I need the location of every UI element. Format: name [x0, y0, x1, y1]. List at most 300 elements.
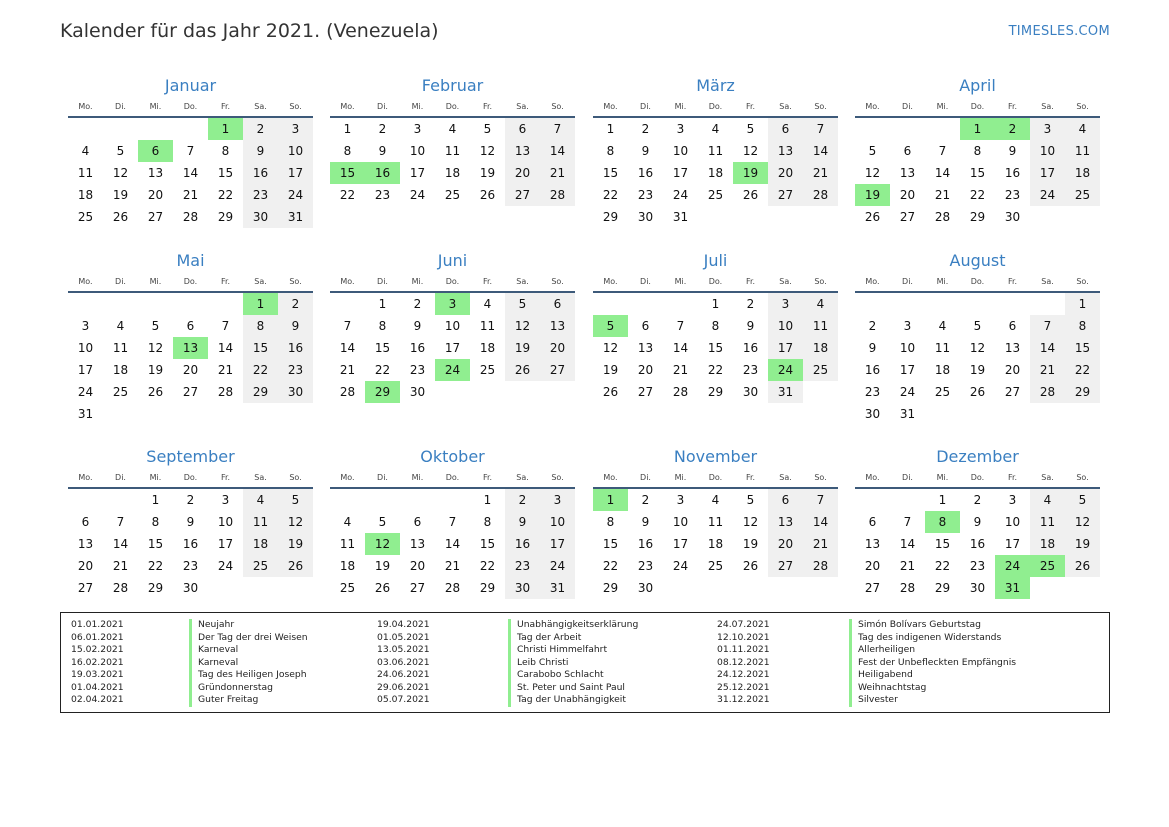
month-12 — [855, 445, 1100, 599]
weekday-label: So. — [289, 277, 302, 286]
day-cell: 11 — [934, 341, 951, 355]
holiday-name: Silvester — [849, 694, 898, 707]
day-cell: 27 — [1004, 385, 1021, 399]
empty-cell — [330, 489, 365, 511]
day-cell: 15 — [479, 537, 496, 551]
day-cell: 1 — [606, 122, 615, 136]
holiday-date: 25.12.2021 — [717, 681, 770, 693]
weekday-label: Di. — [115, 102, 126, 111]
day-cell: 29 — [243, 381, 278, 403]
day-cell: 15 — [969, 166, 986, 180]
day-cell: 21 — [899, 559, 916, 573]
empty-cell — [925, 118, 960, 140]
weekday-label: Di. — [377, 277, 388, 286]
month-name: Dezember — [936, 447, 1019, 466]
holiday-name: Tag des indigenen Widerstands — [849, 632, 1001, 645]
day-cell: 15 — [934, 537, 951, 551]
day-cell: 5 — [151, 319, 160, 333]
holiday-day-cell: 13 — [173, 337, 208, 359]
day-cell: 24 — [899, 385, 916, 399]
weekday-label: Fr. — [1007, 102, 1018, 111]
day-cell: 28 — [339, 385, 356, 399]
day-cell: 23 — [182, 559, 199, 573]
day-cell: 6 — [868, 515, 877, 529]
day-cell: 30 — [243, 206, 278, 228]
day-cell: 15 — [217, 166, 234, 180]
holiday-name: Carabobo Schlacht — [508, 669, 604, 682]
weekday-label: Mi. — [674, 102, 687, 111]
day-cell: 19 — [602, 363, 619, 377]
holiday-date: 19.03.2021 — [71, 669, 124, 680]
day-cell: 22 — [374, 363, 391, 377]
holiday-day-cell: 3 — [435, 293, 470, 315]
day-cell: 19 — [969, 363, 986, 377]
weekday-header — [855, 100, 1100, 118]
month-6 — [330, 249, 575, 403]
day-cell: 9 — [746, 319, 755, 333]
day-grid — [855, 118, 1100, 228]
empty-cell — [960, 293, 995, 315]
weekday-header — [593, 100, 838, 118]
day-cell: 12 — [742, 515, 759, 529]
empty-cell — [68, 489, 103, 511]
day-cell: 25 — [1065, 184, 1100, 206]
day-cell: 8 — [606, 515, 615, 529]
weekday-label: So. — [289, 102, 302, 111]
day-cell: 27 — [182, 385, 199, 399]
weekday-label: Mo. — [865, 473, 880, 482]
day-cell: 26 — [864, 210, 881, 224]
day-cell: 6 — [81, 515, 90, 529]
day-cell: 7 — [343, 319, 352, 333]
day-cell: 27 — [409, 581, 426, 595]
day-cell: 11 — [339, 537, 356, 551]
day-cell: 22 — [217, 188, 234, 202]
holiday-day-cell: 6 — [138, 140, 173, 162]
weekday-label: So. — [1076, 277, 1089, 286]
empty-cell — [138, 293, 173, 315]
holiday-date: 05.07.2021 — [377, 694, 430, 705]
day-cell: 6 — [540, 293, 575, 315]
weekday-label: Mo. — [603, 277, 618, 286]
day-cell: 1 — [483, 493, 492, 507]
day-cell: 5 — [116, 144, 125, 158]
weekday-label: Mo. — [865, 102, 880, 111]
empty-cell — [925, 293, 960, 315]
weekday-label: Do. — [445, 473, 460, 482]
day-cell: 17 — [278, 162, 313, 184]
day-cell: 8 — [221, 144, 230, 158]
day-cell: 4 — [116, 319, 125, 333]
day-cell: 9 — [378, 144, 387, 158]
day-cell: 18 — [77, 188, 94, 202]
day-cell: 6 — [903, 144, 912, 158]
day-cell: 25 — [243, 555, 278, 577]
page-title: Kalender für das Jahr 2021. (Venezuela) — [60, 20, 439, 42]
day-cell: 22 — [707, 363, 724, 377]
weekday-label: Sa. — [254, 102, 267, 111]
empty-cell — [855, 293, 890, 315]
day-cell: 12 — [505, 315, 540, 337]
day-cell: 11 — [1030, 511, 1065, 533]
day-cell: 20 — [540, 337, 575, 359]
day-cell: 15 — [1065, 337, 1100, 359]
empty-cell — [995, 293, 1030, 315]
empty-cell — [890, 118, 925, 140]
day-cell: 19 — [278, 533, 313, 555]
weekday-label: So. — [1076, 473, 1089, 482]
day-cell: 17 — [77, 363, 94, 377]
day-cell: 14 — [540, 140, 575, 162]
day-cell: 13 — [637, 341, 654, 355]
weekday-label: Sa. — [254, 473, 267, 482]
day-cell: 16 — [969, 537, 986, 551]
day-cell: 4 — [1065, 118, 1100, 140]
day-cell: 17 — [409, 166, 426, 180]
day-cell: 27 — [540, 359, 575, 381]
day-cell: 23 — [409, 363, 426, 377]
holiday-name: Fest der Unbefleckten Empfängnis — [849, 657, 1016, 670]
weekday-label: So. — [814, 473, 827, 482]
empty-cell — [855, 489, 890, 511]
weekday-label: Mi. — [411, 102, 424, 111]
weekday-label: Di. — [640, 277, 651, 286]
weekday-header — [68, 471, 313, 489]
weekday-label: Mo. — [603, 102, 618, 111]
holiday-day-cell: 2 — [995, 118, 1030, 140]
holiday-name: Der Tag der drei Weisen — [189, 632, 308, 645]
day-cell: 17 — [217, 537, 234, 551]
day-cell: 28 — [899, 581, 916, 595]
day-cell: 9 — [973, 515, 982, 529]
day-cell: 25 — [707, 188, 724, 202]
day-cell: 19 — [1065, 533, 1100, 555]
day-cell: 9 — [413, 319, 422, 333]
weekday-label: So. — [551, 473, 564, 482]
day-cell: 1 — [151, 493, 160, 507]
day-cell: 21 — [444, 559, 461, 573]
empty-cell — [593, 293, 628, 315]
month-9 — [68, 445, 313, 599]
day-cell: 10 — [409, 144, 426, 158]
day-cell: 15 — [374, 341, 391, 355]
day-cell: 23 — [505, 555, 540, 577]
day-cell: 30 — [637, 581, 654, 595]
holiday-day-cell: 19 — [855, 184, 890, 206]
weekday-header — [330, 471, 575, 489]
day-cell: 17 — [444, 341, 461, 355]
day-grid — [593, 118, 838, 228]
weekday-label: Fr. — [482, 102, 493, 111]
day-cell: 2 — [378, 122, 387, 136]
day-cell: 10 — [278, 140, 313, 162]
holiday-date: 31.12.2021 — [717, 694, 770, 705]
day-cell: 30 — [278, 381, 313, 403]
day-cell: 12 — [1065, 511, 1100, 533]
day-grid — [68, 118, 313, 228]
weekday-label: Di. — [640, 473, 651, 482]
day-cell: 4 — [711, 493, 720, 507]
day-cell: 26 — [112, 210, 129, 224]
day-cell: 18 — [479, 341, 496, 355]
weekday-label: So. — [814, 102, 827, 111]
day-cell: 12 — [969, 341, 986, 355]
day-cell: 11 — [1065, 140, 1100, 162]
brand-link[interactable]: TIMESLES.COM — [1008, 24, 1110, 39]
holiday-date: 06.01.2021 — [71, 631, 124, 643]
day-cell: 8 — [1065, 315, 1100, 337]
day-cell: 2 — [641, 122, 650, 136]
holiday-name: Karneval — [189, 657, 238, 670]
day-cell: 3 — [1008, 493, 1017, 507]
day-cell: 19 — [479, 166, 496, 180]
month-2 — [330, 74, 575, 206]
day-cell: 14 — [934, 166, 951, 180]
holiday-date: 24.12.2021 — [717, 669, 770, 680]
day-cell: 18 — [339, 559, 356, 573]
weekday-label: Do. — [708, 277, 723, 286]
day-cell: 31 — [77, 407, 94, 421]
day-cell: 21 — [672, 363, 689, 377]
day-cell: 11 — [77, 166, 94, 180]
day-cell: 28 — [803, 555, 838, 577]
holiday-day-cell: 31 — [995, 577, 1030, 599]
holiday-name: St. Peter und Saint Paul — [508, 682, 625, 695]
day-cell: 2 — [973, 493, 982, 507]
day-cell: 15 — [243, 337, 278, 359]
empty-cell — [663, 293, 698, 315]
day-cell: 29 — [602, 210, 619, 224]
day-cell: 26 — [479, 188, 496, 202]
empty-cell — [890, 293, 925, 315]
day-cell: 12 — [864, 166, 881, 180]
day-cell: 21 — [339, 363, 356, 377]
day-cell: 10 — [672, 515, 689, 529]
day-cell: 25 — [112, 385, 129, 399]
day-cell: 9 — [278, 315, 313, 337]
empty-cell — [628, 293, 663, 315]
holiday-date: 01.11.2021 — [717, 644, 770, 655]
weekday-label: Fr. — [220, 277, 231, 286]
month-name: April — [959, 76, 996, 95]
day-cell: 2 — [746, 297, 755, 311]
day-cell: 25 — [339, 581, 356, 595]
day-cell: 15 — [602, 166, 619, 180]
day-cell: 5 — [378, 515, 387, 529]
weekday-label: Sa. — [1041, 102, 1054, 111]
day-cell: 1 — [938, 493, 947, 507]
holiday-date: 01.01.2021 — [71, 619, 124, 630]
day-cell: 9 — [243, 140, 278, 162]
day-cell: 18 — [803, 337, 838, 359]
day-cell: 3 — [768, 293, 803, 315]
day-cell: 13 — [1004, 341, 1021, 355]
day-cell: 14 — [217, 341, 234, 355]
day-grid — [855, 293, 1100, 425]
day-cell: 6 — [413, 515, 422, 529]
weekday-label: Do. — [970, 277, 985, 286]
holiday-name: Tag der Unabhängigkeit — [508, 694, 626, 707]
day-cell: 23 — [243, 184, 278, 206]
day-cell: 25 — [444, 188, 461, 202]
day-cell: 15 — [147, 537, 164, 551]
day-cell: 10 — [1004, 515, 1021, 529]
day-cell: 22 — [479, 559, 496, 573]
holiday-name: Unabhängigkeitserklärung — [508, 619, 638, 632]
weekday-label: Sa. — [1041, 277, 1054, 286]
day-cell: 23 — [278, 359, 313, 381]
day-cell: 30 — [864, 407, 881, 421]
day-cell: 4 — [81, 144, 90, 158]
day-cell: 27 — [864, 581, 881, 595]
weekday-label: Mo. — [340, 102, 355, 111]
day-cell: 7 — [938, 144, 947, 158]
holiday-date: 08.12.2021 — [717, 656, 770, 668]
day-cell: 10 — [672, 144, 689, 158]
day-cell: 13 — [768, 140, 803, 162]
day-cell: 8 — [483, 515, 492, 529]
day-cell: 14 — [444, 537, 461, 551]
day-cell: 11 — [707, 515, 724, 529]
weekday-label: Mi. — [936, 277, 949, 286]
holiday-name: Allerheiligen — [849, 644, 915, 657]
day-cell: 5 — [278, 489, 313, 511]
day-cell: 29 — [1065, 381, 1100, 403]
day-cell: 26 — [147, 385, 164, 399]
day-cell: 7 — [803, 118, 838, 140]
day-cell: 16 — [182, 537, 199, 551]
weekday-label: Mi. — [149, 277, 162, 286]
empty-cell — [68, 118, 103, 140]
day-cell: 8 — [606, 144, 615, 158]
month-name: März — [696, 76, 735, 95]
day-grid — [593, 489, 838, 599]
weekday-label: Fr. — [1007, 473, 1018, 482]
day-cell: 22 — [969, 188, 986, 202]
day-cell: 10 — [77, 341, 94, 355]
holiday-date: 03.06.2021 — [377, 656, 430, 668]
holiday-day-cell: 16 — [365, 162, 400, 184]
day-cell: 24 — [409, 188, 426, 202]
holiday-date: 29.06.2021 — [377, 681, 430, 693]
day-cell: 21 — [217, 363, 234, 377]
weekday-label: Do. — [445, 277, 460, 286]
day-cell: 31 — [899, 407, 916, 421]
day-grid — [593, 293, 838, 403]
day-cell: 9 — [186, 515, 195, 529]
holiday-name: Guter Freitag — [189, 694, 258, 707]
weekday-label: Do. — [445, 102, 460, 111]
day-cell: 25 — [934, 385, 951, 399]
holiday-date: 24.06.2021 — [377, 669, 430, 680]
day-cell: 8 — [973, 144, 982, 158]
month-1 — [68, 74, 313, 228]
weekday-label: Mi. — [411, 277, 424, 286]
month-name: August — [949, 251, 1006, 270]
month-4 — [855, 74, 1100, 228]
day-cell: 28 — [803, 184, 838, 206]
day-cell: 2 — [868, 319, 877, 333]
holiday-name: Christi Himmelfahrt — [508, 644, 607, 657]
holiday-day-cell: 29 — [365, 381, 400, 403]
day-cell: 18 — [707, 537, 724, 551]
day-cell: 22 — [243, 359, 278, 381]
day-cell: 14 — [672, 341, 689, 355]
day-cell: 7 — [448, 515, 457, 529]
day-cell: 1 — [378, 297, 387, 311]
day-cell: 8 — [378, 319, 387, 333]
day-cell: 10 — [899, 341, 916, 355]
weekday-label: Mo. — [340, 277, 355, 286]
empty-cell — [68, 293, 103, 315]
day-cell: 29 — [707, 385, 724, 399]
day-cell: 5 — [1065, 489, 1100, 511]
weekday-label: Do. — [970, 102, 985, 111]
weekday-label: Mi. — [936, 102, 949, 111]
day-cell: 5 — [868, 144, 877, 158]
day-cell: 31 — [278, 206, 313, 228]
weekday-label: Do. — [183, 473, 198, 482]
day-cell: 8 — [711, 319, 720, 333]
weekday-label: Mi. — [674, 473, 687, 482]
day-cell: 14 — [1030, 337, 1065, 359]
holiday-day-cell: 1 — [208, 118, 243, 140]
day-cell: 24 — [672, 559, 689, 573]
holiday-date: 15.02.2021 — [71, 644, 124, 655]
weekday-label: Mi. — [674, 277, 687, 286]
day-cell: 5 — [746, 122, 755, 136]
holiday-day-cell: 8 — [925, 511, 960, 533]
day-cell: 20 — [505, 162, 540, 184]
day-cell: 5 — [483, 122, 492, 136]
day-cell: 18 — [243, 533, 278, 555]
day-cell: 10 — [217, 515, 234, 529]
day-cell: 7 — [1030, 315, 1065, 337]
day-cell: 18 — [444, 166, 461, 180]
weekday-label: Di. — [902, 102, 913, 111]
day-cell: 13 — [147, 166, 164, 180]
day-cell: 7 — [116, 515, 125, 529]
holiday-name: Neujahr — [189, 619, 234, 632]
day-cell: 1 — [711, 297, 720, 311]
day-cell: 29 — [969, 210, 986, 224]
weekday-label: Do. — [708, 473, 723, 482]
holiday-date: 24.07.2021 — [717, 619, 770, 630]
day-cell: 17 — [540, 533, 575, 555]
weekday-header — [330, 275, 575, 293]
day-cell: 30 — [409, 385, 426, 399]
weekday-label: Sa. — [516, 473, 529, 482]
day-cell: 16 — [1004, 166, 1021, 180]
day-cell: 8 — [343, 144, 352, 158]
holiday-name: Weihnachtstag — [849, 682, 926, 695]
holiday-day-cell: 15 — [330, 162, 365, 184]
day-cell: 4 — [711, 122, 720, 136]
day-cell: 12 — [147, 341, 164, 355]
day-cell: 23 — [742, 363, 759, 377]
day-cell: 28 — [217, 385, 234, 399]
day-cell: 11 — [112, 341, 129, 355]
day-cell: 16 — [864, 363, 881, 377]
weekday-label: Mo. — [78, 473, 93, 482]
weekday-label: Mi. — [149, 102, 162, 111]
day-cell: 17 — [1004, 537, 1021, 551]
month-3 — [593, 74, 838, 228]
day-cell: 11 — [479, 319, 496, 333]
weekday-label: Di. — [115, 473, 126, 482]
holiday-date: 13.05.2021 — [377, 644, 430, 655]
day-cell: 20 — [147, 188, 164, 202]
